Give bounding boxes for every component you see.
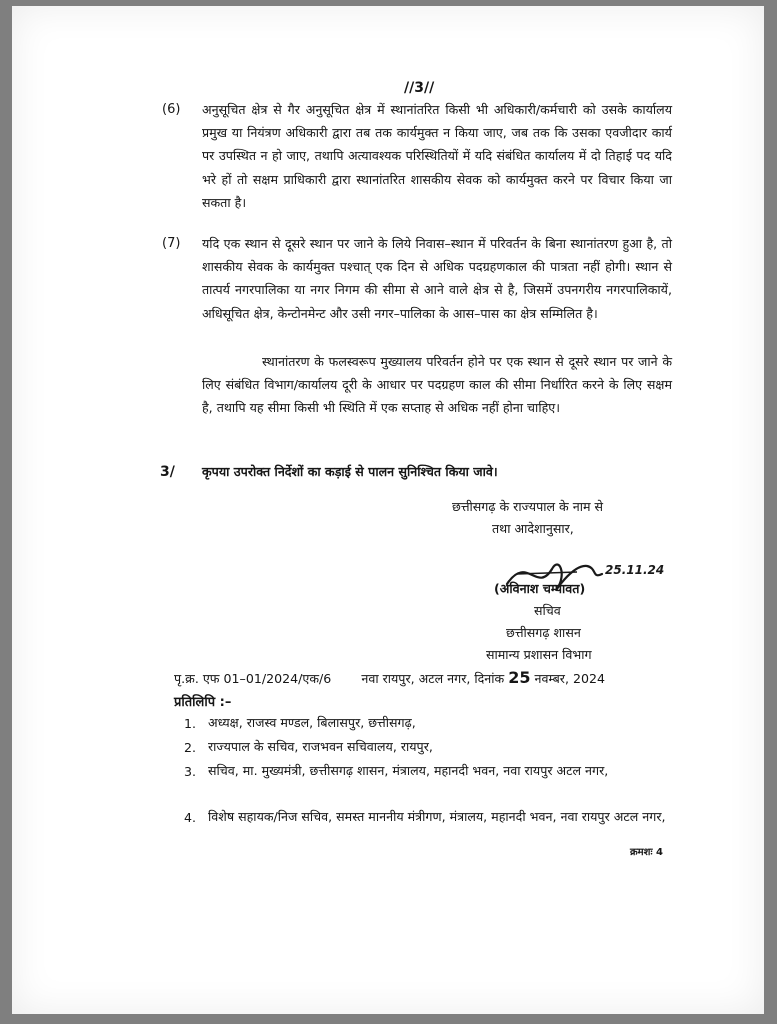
- paragraph-number: 3/: [160, 464, 175, 480]
- list-item-number: 1.: [184, 716, 197, 731]
- reference-day: 25: [508, 668, 531, 687]
- reference-place: नवा रायपुर, अटल नगर, दिनांक: [361, 671, 505, 686]
- list-item: विशेष सहायक/निज सचिव, समस्त माननीय मंत्रीगण, मंत्रालय, महानदी भवन, नवा रायपुर अटल नगर,: [208, 809, 666, 824]
- paragraph-number: (6): [162, 102, 181, 117]
- paragraph-number: (7): [162, 236, 181, 251]
- list-item-number: 3.: [184, 764, 197, 779]
- signatory-department: सामान्य प्रशासन विभाग: [486, 647, 592, 662]
- list-item: सचिव, मा. मुख्यमंत्री, छत्तीसगढ़ शासन, मंत्रालय, महानदी भवन, नवा रायपुर अटल नगर,: [208, 763, 609, 778]
- signatory-name: (अविनाश चम्पावत): [494, 581, 586, 596]
- reference-number: पृ.क्र. एफ 01–01/2024/एक/6: [174, 671, 332, 686]
- list-item: राज्यपाल के सचिव, राजभवन सचिवालय, रायपुर,: [208, 739, 433, 754]
- reference-line: [174, 668, 605, 687]
- paragraph-7: यदि एक स्थान से दूसरे स्थान पर जाने के लिये निवास–स्थान में परिवर्तन के बिना स्थानांतरण हुआ है, तो शासकीय सेवक के कार्यमुक्त पश्चात् एक दिन से अधिक पदग्रहणकाल की पात्रता नहीं होगी। स्थान से तात्पर्य नगरपालिका या नगर निगम की सीमा से आने वाले क्षेत्र से है, जिसमें उपनगरीय नगरपालिकायें, अधिसूचित क्षेत्र, केन्टोनमेन्ट और उसी नगर–पालिका के आस–पास का क्षेत्र सम्मिलित है।: [202, 236, 672, 321]
- signatory-government: छत्तीसगढ़ शासन: [506, 625, 581, 640]
- document-page: [12, 6, 764, 1014]
- list-item: अध्यक्ष, राजस्व मण्डल, बिलासपुर, छत्तीसगढ़,: [208, 715, 416, 730]
- authority-line-1: छत्तीसगढ़ के राज्यपाल के नाम से: [452, 499, 604, 514]
- reference-month-year: नवम्बर, 2024: [534, 671, 606, 686]
- instruction-line: कृपया उपरोक्त निर्देशों का कड़ाई से पालन सुनिश्चित किया जावे।: [202, 464, 498, 479]
- copy-to-label: प्रतिलिपि :–: [174, 695, 232, 710]
- authority-line-2: तथा आदेशानुसार,: [492, 521, 574, 536]
- signatory-designation: सचिव: [534, 603, 561, 618]
- paragraph-7-continued: स्थानांतरण के फलस्वरूप मुख्यालय परिवर्तन होने पर एक स्थान से दूसरे स्थान पर जाने के लिए संबंधित विभाग/कार्यालय दूरी के आधार पर पदग्रहण काल की सीमा निर्धारित करने के लिए सक्षम है, तथापि यह सीमा किसी भी स्थिति में एक सप्ताह से अधिक नहीं होना चाहिए।: [202, 354, 672, 416]
- continuation-note: क्रमशः 4: [630, 847, 663, 858]
- paragraph-6: अनुसूचित क्षेत्र से गैर अनुसूचित क्षेत्र में स्थानांतरित किसी भी अधिकारी/कर्मचारी को उसके कार्यालय प्रमुख या नियंत्रण अधिकारी द्वारा तब तक कार्यमुक्त न किया जाए, जब तक कि उसका एवजीदार कार्य पर उपस्थित न हो जाए, तथापि अत्यावश्यक परिस्थितियों में यदि संबंधित कार्यालय में दो तिहाई पद यदि भरे हों तो सक्षम प्राधिकारी द्वारा स्थानांतरित शासकीय सेवक को कार्यमुक्त करने पर विचार किया जा सकता है।: [202, 102, 672, 210]
- list-item-number: 2.: [184, 740, 197, 755]
- list-item-number: 4.: [184, 810, 197, 825]
- page-number: //3//: [404, 80, 435, 96]
- signature-date: 25.11.24: [605, 563, 665, 577]
